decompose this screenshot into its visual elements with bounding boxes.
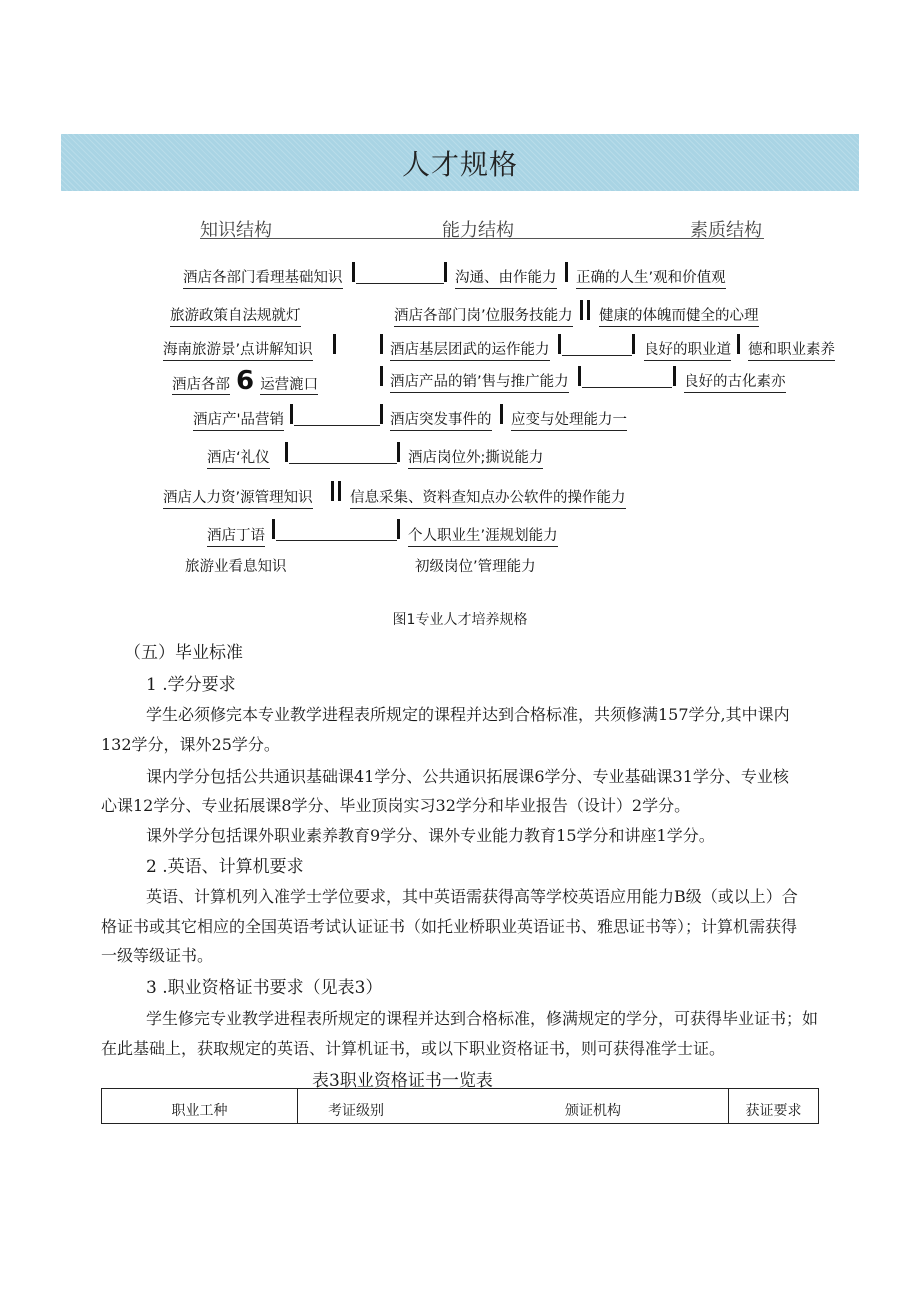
connector-bar	[673, 366, 676, 386]
table-header-cell: 职业工种	[102, 1089, 298, 1124]
connector-bar	[632, 334, 635, 354]
column-heading-ability: 能力结构	[442, 220, 514, 241]
diagram-quality-item: 正确的人生’观和价值观	[576, 266, 726, 289]
diagram-knowledge-text: 酒店各部	[172, 377, 230, 393]
diagram-knowledge-text: 运营漉口	[260, 377, 319, 393]
diagram-quality-item: 良好的古化素亦	[684, 370, 786, 393]
connector-bar	[500, 404, 503, 424]
connector-bar	[338, 481, 341, 501]
diagram-ability-item: 酒店基层团武的运作能力	[390, 338, 550, 361]
connector-bar	[333, 334, 336, 354]
paragraph-line: 心课12学分、专业拓展课8学分、毕业顶岗实习32学分和毕业报告（设计）2学分。	[101, 796, 691, 815]
connector-line	[289, 463, 397, 464]
connector-bar	[565, 262, 568, 282]
paragraph-line: 英语、计算机列入准学士学位要求，其中英语需获得高等学校英语应用能力B级（或以上）合	[146, 887, 798, 906]
diagram-knowledge-item: 旅游政策自法规就灯	[170, 304, 301, 327]
diagram-knowledge-item: 酒店各部门看理基础知识	[183, 266, 343, 289]
connector-line	[276, 540, 397, 541]
connector-bar	[558, 334, 561, 354]
table-header-row	[102, 1089, 819, 1124]
connector-bar	[290, 404, 293, 424]
figure-caption: 图1专业人才培养规格	[392, 612, 528, 628]
connector-line	[294, 425, 380, 426]
connector-line	[356, 283, 444, 284]
connector-line	[582, 387, 672, 388]
connector-bar	[737, 334, 740, 354]
diagram-ability-item: 应变与处理能力一	[511, 408, 627, 431]
connector-bar	[380, 366, 383, 386]
diagram-knowledge-item	[172, 366, 318, 396]
connector-bar	[285, 442, 288, 462]
diagram-knowledge-item: 旅游业看息知识	[185, 559, 287, 575]
diagram-knowledge-number: 6	[236, 366, 255, 396]
diagram-ability-item: 酒店突发事件的	[390, 408, 492, 431]
connector-bar	[352, 262, 355, 282]
table-header-cell: 考证级别	[298, 1089, 459, 1124]
diagram-quality-item: 德和职业素养	[748, 338, 835, 361]
diagram-ability-item: 酒店各部门岗’位服务技能力	[394, 304, 573, 327]
connector-bar	[444, 262, 447, 282]
paragraph-line: 格证书或其它相应的全国英语考试认证证书（如托业桥职业英语证书、雅思证书等）；计算机需获得	[101, 917, 798, 936]
connector-bar	[580, 300, 583, 320]
banner-title: 人才规格	[401, 147, 518, 181]
paragraph-line: 课外学分包括课外职业素养教育9学分、课外专业能力教育15学分和讲座1学分。	[146, 826, 715, 845]
connector-bar	[331, 481, 334, 501]
diagram-quality-item: 良好的职业道	[644, 338, 731, 361]
diagram-knowledge-item: 酒店丁语	[207, 524, 265, 547]
paragraph-line: 课内学分包括公共通识基础课41学分、公共通识拓展课6学分、专业基础课31学分、专业核	[146, 767, 789, 786]
diagram-ability-item: 个人职业生’涯规划能力	[408, 524, 558, 547]
diagram-ability-item: 沟通、由作能力	[455, 266, 557, 289]
diagram-knowledge-item: 海南旅游景’点讲解知识	[163, 338, 313, 361]
table-header-cell: 获证要求	[729, 1089, 819, 1124]
column-heading-underline	[200, 238, 764, 239]
diagram-knowledge-item: 酒店产'品营销	[193, 408, 284, 431]
table-header-cell: 颁证机构	[458, 1089, 729, 1124]
connector-bar	[380, 334, 383, 354]
subsection-title: 1 .学分要求	[146, 675, 236, 695]
connector-bar	[578, 366, 581, 386]
connector-bar	[380, 404, 383, 424]
column-heading-quality: 素质结构	[690, 220, 762, 241]
paragraph-line: 在此基础上，获取规定的英语、计算机证书，或以下职业资格证书，则可获得准学士证。	[101, 1039, 726, 1058]
section-heading: （五）毕业标准	[124, 643, 243, 663]
connector-bar	[397, 519, 400, 539]
diagram-ability-item: 酒店产品的销’售与推广能力	[390, 370, 569, 393]
diagram-knowledge-item: 酒店‘礼仪	[207, 446, 270, 469]
connector-bar	[587, 300, 590, 320]
connector-line	[562, 355, 632, 356]
subsection-title: 3 .职业资格证书要求（见表3）	[146, 978, 383, 998]
table-caption: 表3职业资格证书一览表	[312, 1071, 493, 1091]
column-heading-knowledge: 知识结构	[200, 220, 272, 241]
diagram-ability-item: 初级岗位’管理能力	[415, 559, 536, 575]
paragraph-line: 学生必须修完本专业教学进程表所规定的课程并达到合格标准，共须修满157学分,其中课内	[146, 705, 790, 724]
paragraph-line: 132学分，课外25学分。	[101, 735, 280, 754]
connector-bar	[272, 519, 275, 539]
certificate-table	[101, 1088, 819, 1124]
connector-bar	[397, 442, 400, 462]
diagram-ability-item: 酒店岗位外;撕说能力	[408, 446, 543, 469]
title-banner	[61, 134, 859, 191]
diagram-ability-item: 信息采集、资料查知点办公软件的操作能力	[350, 486, 626, 509]
paragraph-line: 一级等级证书。	[101, 946, 214, 965]
subsection-title: 2 .英语、计算机要求	[146, 857, 304, 877]
diagram-quality-item: 健康的体魄而健全的心理	[599, 304, 759, 327]
diagram-knowledge-item: 酒店人力资’源管理知识	[163, 486, 313, 509]
paragraph-line: 学生修完专业教学进程表所规定的课程并达到合格标准，修满规定的学分，可获得毕业证书；如	[146, 1009, 819, 1028]
